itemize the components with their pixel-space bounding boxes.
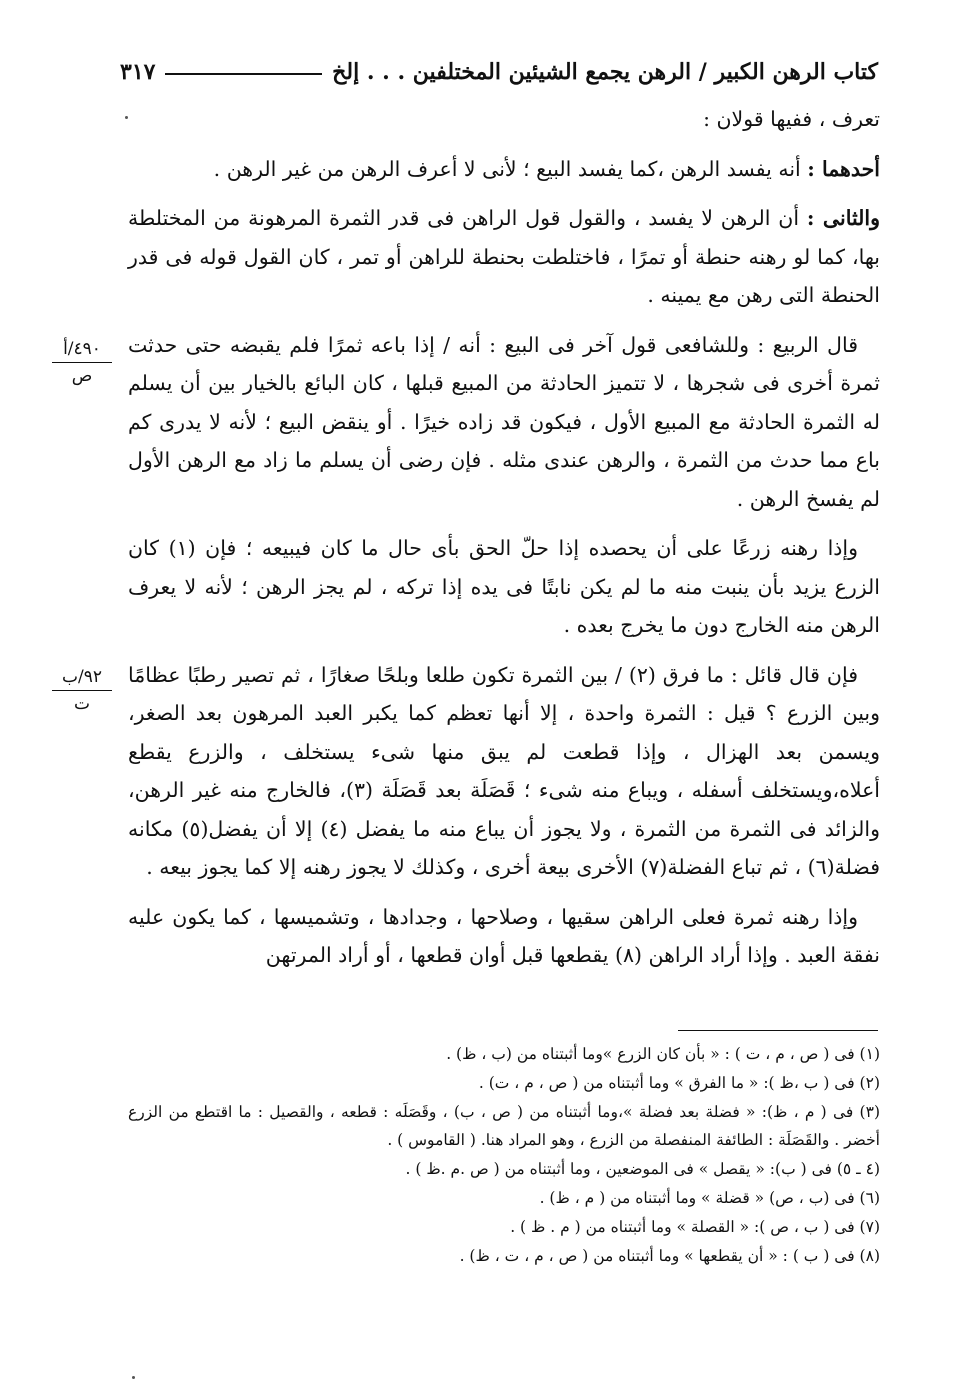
scan-speck: [132, 1376, 135, 1379]
footnote: (٢) فى ( ب ،ظ ): « ما الفرق » وما أثبتناه من ( ص ، م ، ت) .: [478, 1073, 880, 1092]
scan-speck: [125, 116, 128, 119]
footnote: (٦) فى (ب ، ص) « قضلة » وما أثبتناه من ( م ، ظ) .: [539, 1188, 880, 1207]
paragraph: [128, 326, 880, 519]
footnote: (٣) فى ( م ، ظ): « فضلة بعد فضلة »،وما أثبتناه من ( ص ، ب) ، وقَصَلَه : قطعه ، والقصيل : ما اقتطع من الزرع أخضر . والقَصَلَة : الطائفة المنفصلة من الزرع ، وهو المراد هنا. ( القاموس ) .: [128, 1102, 880, 1150]
paragraph-text: تعرف ، ففيها قولان :: [703, 107, 880, 131]
main-text: [128, 100, 880, 986]
paragraph: [128, 150, 880, 189]
paragraph-text: قال الربيع : وللشافعى قول آخر فى البيع : أنه / إذا باعه ثمرًا فلم يقبضه حتى حدثت ثمرة أخرى فى شجرها ، لا تتميز الحادثة من المبيع قبلها ، كان البائع بالخيار بين أن يسلم له الثمرة الحادثة مع المبيع الأول ، فيكون قد زاده خيرًا . أو ينقض البيع ؛ لأنه لا يدرى كم باع مما حدث من الثمرة ، والرهن عندى مثله . فإن رضى أن يسلم ما زاد مع الرهن الأول لم يفسخ الرهن .: [128, 332, 880, 511]
page-header: [120, 52, 878, 92]
paragraph-text: أن الرهن لا يفسد ، والقول قول الراهن فى قدر الثمرة المرهونة من المختلطة بها، كما لو رهنه حنطة أو تمرًا ، فاختلطت بحنطة للراهن أو تمر ، كان القول قوله فى قدر الحنطة التى رهن مع يمينه .: [128, 206, 880, 307]
page-number: ٣١٧: [120, 59, 156, 85]
running-title: كتاب الرهن الكبير / الرهن يجمع الشيئين المختلفين . . . إلخ: [332, 59, 878, 85]
margin-note-ref: ٤٩٠/أ: [52, 338, 112, 363]
header-rule: [165, 73, 322, 75]
margin-note: [52, 338, 112, 387]
margin-note-sig: ت: [73, 694, 90, 714]
footnote: (١) فى ( ص ، م ، ت ) : « بأن كان الزرع »وما أثبتناه من (ب ، ظ) .: [446, 1045, 880, 1063]
margin-note: [52, 666, 112, 715]
margin-note-ref: ٩٢/ب: [52, 666, 112, 691]
paragraph: [128, 529, 880, 645]
paragraph: [128, 656, 880, 887]
paragraph-text: فإن قال قائل : ما فرق (٢) / بين الثمرة تكون طلعا وبلحًا صغارًا ، ثم تصير رطبًا عظامًا وبين الزرع ؟ قيل : الثمرة واحدة ، إلا أنها تعظم كما يكبر العبد المرهون بعد الصغر، ويسمن بعد الهزال ، وإذا قطعت لم يبق منها شىء يستخلف ، والزرع يقطع أعلاه،ويستخلف أسفله ، ويباع منه شىء ؛ قَصَلَة بعد قَصَلَة (٣)، فالخارج منه غير الرهن، والزائد فى الثمرة من الثمرة ، ولا يجوز أن يباع منه ما يفضل (٤) إلا أن يفضل(٥) مكانه فضلة(٦) ، ثم تباع الفضلة(٧) الأخرى بيعة أخرى ، وكذلك لا يجوز رهنه إلا كما يجوز بيعه .: [128, 662, 881, 879]
footnote: (٧) فى ( ب ، ص ): « القصلة » وما أثبتناه من ( م . ظ ) .: [510, 1217, 880, 1236]
footnote: (٤ ـ ٥) فى ( ب): « يقصل » فى الموضعين ، وما أثبتناه من ( ص .م .ظ ) .: [405, 1160, 880, 1179]
paragraph-text: أنه يفسد الرهن ،كما يفسد البيع ؛ لأنى لا أعرف الرهن من غير الرهن .: [213, 156, 808, 181]
paragraph-lead: أحدهما :: [807, 156, 880, 181]
margin-note-sig: ص: [71, 366, 93, 386]
paragraph: [128, 199, 880, 315]
paragraph-text: وإذا رهنه زرعًا على أن يحصده إذا حلّ الحق بأى حال ما كان فيبيعه ؛ فإن (١) كان الزرع يزيد بأن ينبت منه ما لم يكن نابتًا فى يده إذا تركه ، لم يجز الرهن ؛ لأنه لا يعرف الرهن منه الخارج دون ما يخرج بعده .: [128, 536, 880, 637]
paragraph-text: وإذا رهنه ثمرة فعلى الراهن سقيها ، وصلاحها ، وجدادها ، وتشميسها ، كما يكون عليه نفقة العبد . وإذا أراد الراهن (٨) يقطعها قبل أوان قطعها ، أو أراد المرتهن: [128, 904, 880, 967]
paragraph: [128, 100, 880, 139]
paragraph-lead: والثانى :: [806, 206, 880, 230]
footnote-separator: [678, 1030, 878, 1031]
paragraph: [128, 898, 880, 975]
footnote: (٨) فى ( ب ) : « أن يقطعها » وما أثبتناه من ( ص ، م ، ت ، ظ) .: [459, 1246, 880, 1265]
footnotes: [128, 1040, 880, 1270]
